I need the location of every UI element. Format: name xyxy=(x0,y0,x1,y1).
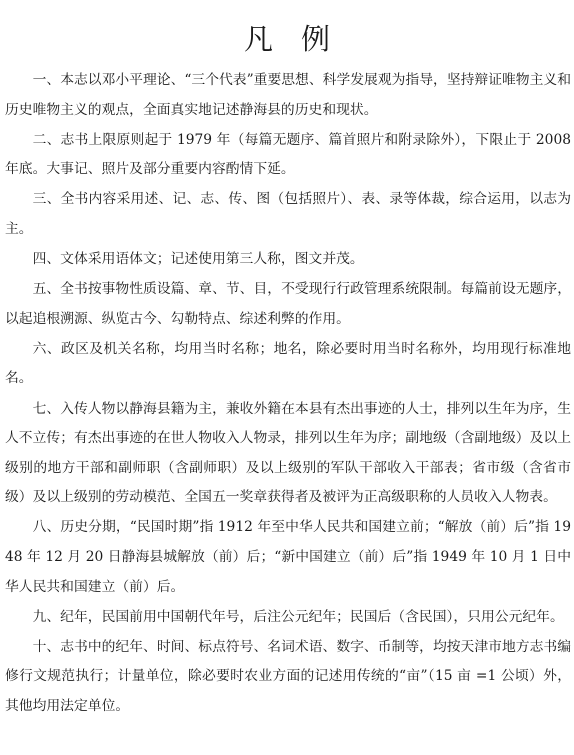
guideline-paragraph-1: 一、本志以邓小平理论、“三个代表”重要思想、科学发展观为指导，坚持辩证唯物主义和历史唯物主义的观点，全面真实地记述静海县的历史和现状。 xyxy=(5,72,571,118)
guideline-paragraph-5: 五、全书按事物性质设篇、章、节、目，不受现行行政管理系统限制。每篇前设无题序，以起追根溯源、纵览古今、勾勒特点、综述利弊的作用。 xyxy=(5,281,571,327)
page-title-char: 凡 xyxy=(243,22,273,57)
page-title xyxy=(0,21,574,57)
page-title-char: 例 xyxy=(301,22,331,57)
guideline-paragraph-9: 九、纪年，民国前用中国朝代年号，后注公元纪年；民国后（含民国），只用公元纪年。 xyxy=(32,608,564,625)
guideline-paragraph-8: 八、历史分期，“民国时期”指 1912 年至中华人民共和国建立前；“解放（前）后”指 1948 年 12 月 20 日静海县城解放（前）后；“新中国建立（前）后”指 1949 年 10 月 1 日中华人民共和国建立（前）后。 xyxy=(5,519,571,595)
guideline-paragraph-6: 六、政区及机关名称，均用当时名称；地名，除必要时用当时名称外，均用现行标准地名。 xyxy=(5,340,571,387)
guideline-paragraph-2: 二、志书上限原则起于 1979 年（每篇无题序、篇首照片和附录除外），下限止于 2008 年底。大事记、照片及部分重要内容酌情下延。 xyxy=(5,131,571,178)
guideline-paragraph-10: 十、志书中的纪年、时间、标点符号、名词术语、数字、币制等，均按天津市地方志书编修行文规范执行；计量单位，除必要时农业方面的记述用传统的“亩”（15 亩 =1 公顷）外，其他均用法定单位。 xyxy=(5,638,571,714)
guideline-paragraph-3: 三、全书内容采用述、记、志、传、图（包括照片）、表、录等体裁，综合运用，以志为主。 xyxy=(5,191,571,237)
guideline-paragraph-7: 七、入传人物以静海县籍为主，兼收外籍在本县有杰出事迹的人士，排列以生年为序，生人不立传；有杰出事迹的在世人物收入人物录，排列以生年为序；副地级（含副地级）及以上级别的地方干部和副师职（含副师职）及以上级别的军队干部收入干部表；省市级（含省市级）及以上级别的劳动模范、全国五一奖章获得者及被评为正高级职称的人员收入人物表。 xyxy=(5,400,571,506)
guideline-paragraph-4: 四、文体采用语体文；记述使用第三人称，图文并茂。 xyxy=(32,251,364,268)
guidelines-body xyxy=(5,66,571,722)
